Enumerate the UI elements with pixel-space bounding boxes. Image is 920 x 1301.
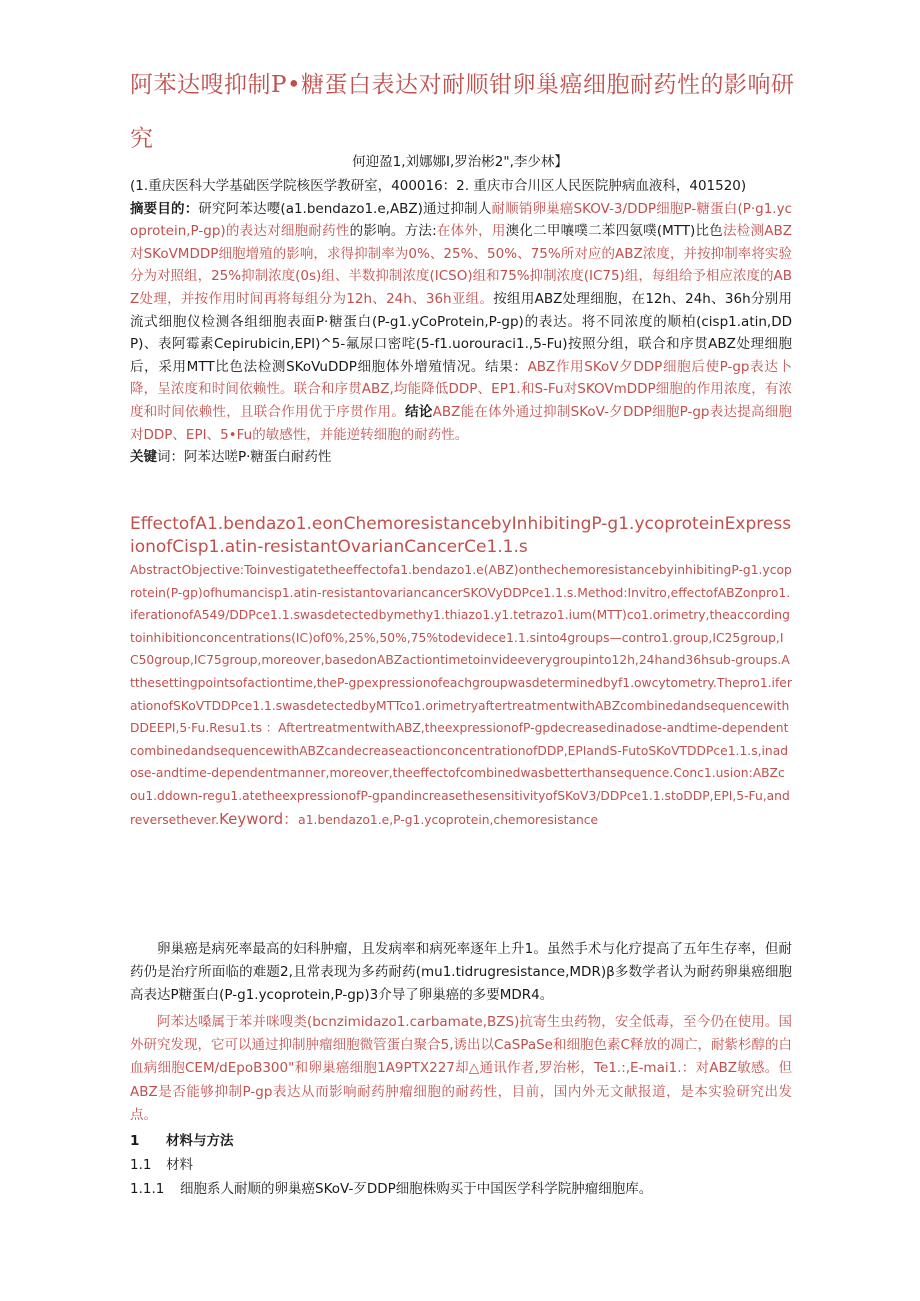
abstract-text: 耐顺销卵巢癌SKOV-3/DDP细胞P-糖蛋白(P·g1.ycoprotein,P-gp)的表达对细胞耐药性 — [130, 200, 793, 240]
section-number: 1.1 — [130, 1157, 152, 1173]
abstract-text: 法检测ABZ对SKoVMDDP细胞增殖的影响，求得抑制率为0%、25%、50%、75%所对应的ABZ浓度，并按抑制率将实验分为对照组，25%抑制浓度(0s)组、半数抑制浓度(ICSO)组和75%抑制浓度(IC75)组，每组给予相应浓度的ABZ处理，并按作用时间再将每组分为12h、24h、36h亚组。 — [130, 223, 792, 307]
english-abstract — [130, 559, 792, 831]
section-heading — [130, 1130, 234, 1152]
section-number: 1 — [130, 1133, 140, 1149]
abstract-text: 的影响。方法: — [349, 223, 437, 240]
abstract-cn — [130, 175, 792, 469]
english-keyword-label: Keyword： — [219, 809, 299, 828]
abstract-text: 研究阿苯达嘤(a1.bendazo1.e,ABZ)通过抑制人 — [198, 200, 492, 217]
abstract-text: ABZ能在体外通过抑制SKoV-夕DDP细胞P-gp表达提高细胞对DDP、EPI、5•Fu的敏感性，并能逆转细胞的耐药性。 — [130, 403, 793, 443]
abstract-text: 澳化二甲嚷噗二苯四氨噗(MTT)比色 — [505, 223, 724, 240]
section-title: 材料 — [166, 1157, 193, 1173]
abstract-text: ABZ作用SKoV夕DDP细胞后使P-gp表达卜降，呈浓度和时间依赖性。联合和序贯ABZ,均能降低DDP、EP1.和S-Fu对SKOVmDDP细胞的作用浓度，有浓度和时间依赖性，且联合作用优于序贯作用。 — [130, 358, 793, 420]
section-text: 细胞系人耐顺的卵巢癌SKoV-歹DDP细胞株购买于中国医学科学院肿瘤细胞库。 — [180, 1181, 653, 1197]
abstract-text: 按组用ABZ处理细胞，在12h、24h、36h分别用流式细胞仪检测各组细胞表面P·糖蛋白(P-g1.yCoProtein,P-gp)的表达。将不同浓度的顺柏(cisp1.atin,DDP)、表阿霉素Cepirubicin,EPI)^5-氟尿口密咤(5-f1.uorouraci1.,5-Fu)按照分组，联合和序贯ABZ处理细胞后，采用MTT比色法检测SKoVuDDP细胞体外增殖情况。结果： — [130, 290, 793, 375]
english-abstract-text: AbstractObjective:Toinvestigatetheeffectofa1.bendazo1.e(ABZ)onthechemoresistancebyinhibitingP-g1.ycoprotein(P-gp)ofhumancisp1.atin-resistantovariancancerSKOVyDDPce1.1.s.Method:Invitro,effectofABZonpro1.iferationofA549∕DDPce1.1.swasdetectedbymethy1.thiazo1.y1.tetrazo1.ium(MTT)co1.orimetry,theaccordingtoinhibitionconcentrations(IC)of0%,25%,50%,75%todevidece1.1.sinto4groups—contro1.group,IC25group,IC50group,IC75group,moreover,basedonABZactiontimetoinvideeverygroupinto12h,24hand36hsub-groups.Atthesettingpointsofactiontime,theP-gpexpressionofeachgroupwasdeterminedbyf1.owcytometry.Thepro1.iferationofSKoVTDDPce1.1.swasdetectedbyMTTco1.orimetryaftertreatmentwithABZcombinedandsequencewithDDEEPI,5·Fu.Resu1.ts ：AftertreatmentwithABZ,theexpressionofP-gpdecreasedinadose-andtime-dependentcombinedandsequencewithABZcandecreaseactionconcentrationofDDP,EPIandS-FutoSKoVTDDPce1.1.s,inadose-andtime-dependentmanner,moreover,theeffectofcombinedwasbetterthansequence.Conc1.usion:ABZcou1.ddown-regu1.atetheexpressionofP-gpandincreasethesensitivityofSKoV3∕DDPce1.1.stoDDP,EPI,5-Fu,andreversethever. — [130, 563, 792, 827]
author-list: 何迎盈1,刘娜娜I,罗治彬2",李少林】 — [352, 154, 568, 170]
subsubsection-heading — [130, 1178, 652, 1200]
keywords-cn — [130, 446, 792, 469]
english-title: EffectofA1.bendazo1.eonChemoresistancebyInhibitingP-g1.ycoproteinExpressionofCisp1.atin-resistantOvarianCancerCe1.1.s — [130, 514, 792, 557]
intro-paragraph-1: 卵巢癌是病死率最高的妇科肿瘤，且发病率和病死率逐年上升1。虽然手术与化疗提高了五年生存率，但耐药仍是治疗所面临的难题2,且常表现为多药耐药(mu1.tidrugresistance,MDR)β多数学者认为耐药卵巢癌细胞高表达P糖蛋白(P-g1.ycoprotein,P-gp)3介导了卵巢癌的多要MDR4。 — [130, 941, 792, 1004]
abstract-label: 摘要目的： — [130, 200, 199, 217]
paper-title: 阿苯达嗖抑制P•糖蛋白表达对耐顺钳卵巢癌细胞耐药性的影响研究 — [130, 72, 795, 152]
subsection-heading — [130, 1154, 193, 1176]
section-title: 材料与方法 — [166, 1133, 234, 1149]
keywords-text: 词：阿苯达嗟P·糖蛋白耐药性 — [157, 449, 332, 466]
section-number: 1.1.1 — [130, 1181, 165, 1197]
keywords-label: 关键 — [130, 449, 157, 466]
affiliation: (1.重庆医科大学基础医学院核医学教研室，400016：2. 重庆市合川区人民医院肿病血液科，401520) — [130, 178, 747, 194]
intro-paragraph-2: 阿苯达嗓属于苯并咪嗖类(bcnzimidazo1.carbamate,BZS)抗寄生虫药物，安全低毒，至今仍在使用。国外研究发现，它可以通过抑制肿瘤细胞微管蛋白聚合5,诱出以CaSPaSe和细胞色素C释放的凋亡，耐紫杉醇的白血病细胞CEM∕dEpoB300"和卵巢癌细胞1A9PTX227却△通讯作者,罗治彬，Te1.:,E-mai1.：对ABZ敏感。但ABZ是否能够抑制P-gp表达从而影响耐药肿瘤细胞的耐药性，目前，国内外无文献报道，是本实验研究出发点。 — [130, 1014, 792, 1123]
conclusion-label: 结论 — [405, 403, 433, 420]
abstract-text: 在体外，用 — [436, 223, 506, 240]
english-keywords: a1.bendazo1.e,P-g1.ycoprotein,chemoresistance — [298, 812, 599, 827]
